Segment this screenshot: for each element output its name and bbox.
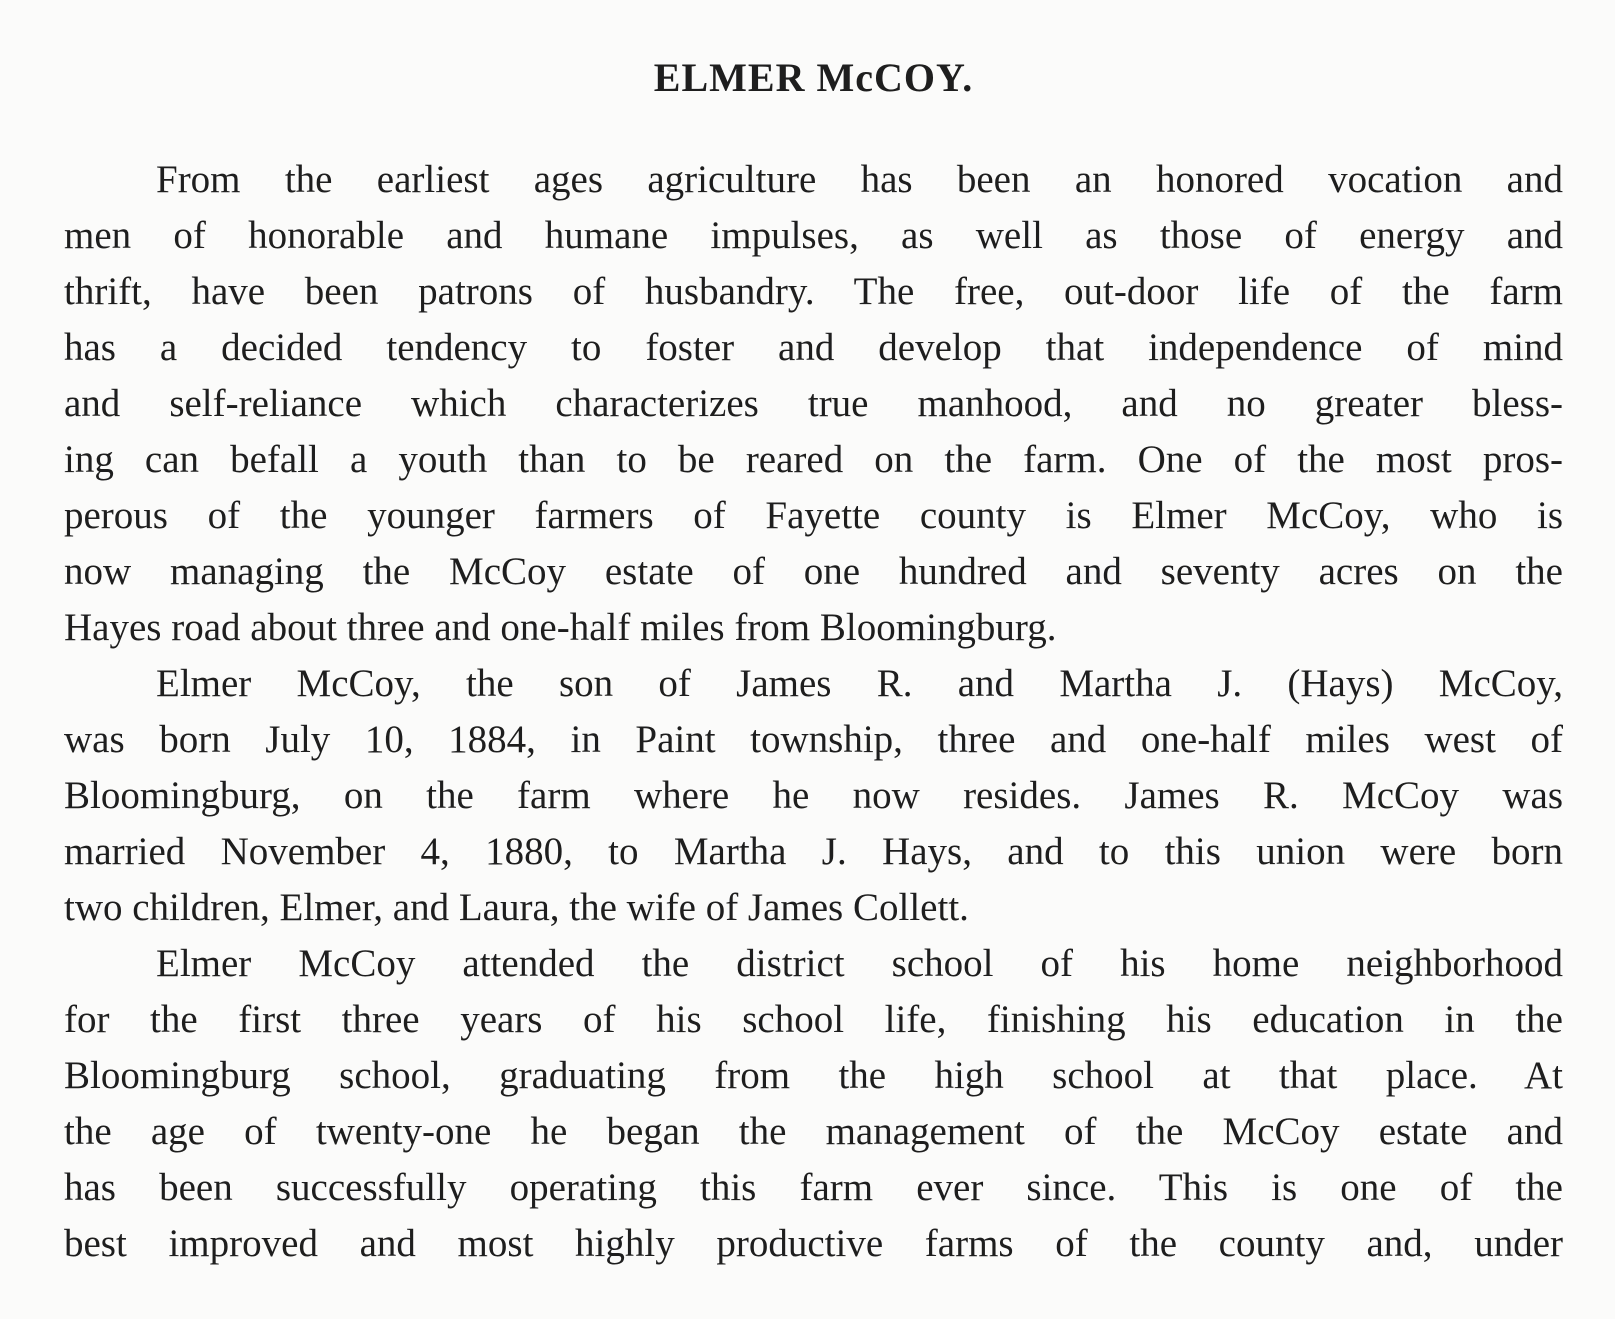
page-title: ELMER McCOY.: [653, 55, 974, 100]
text-line: Elmer McCoy attended the district school of his home neighborhood: [156, 942, 1563, 985]
text-line: was born July 10, 1884, in Paint township, three and one-half miles west of: [64, 718, 1563, 761]
text-line: the age of twenty-one he began the management of the McCoy estate and: [64, 1110, 1563, 1153]
text-line: Bloomingburg, on the farm where he now resides. James R. McCoy was: [64, 774, 1563, 817]
text-line: for the first three years of his school life, finishing his education in the: [64, 998, 1563, 1041]
text-line: has a decided tendency to foster and develop that independence of mind: [64, 326, 1563, 369]
text-line: men of honorable and humane impulses, as well as those of energy and: [64, 214, 1563, 257]
text-line: married November 4, 1880, to Martha J. Hays, and to this union were born: [64, 830, 1563, 873]
text-line: Elmer McCoy, the son of James R. and Martha J. (Hays) McCoy,: [156, 662, 1563, 705]
paragraph-2: [64, 656, 1563, 936]
text-line: thrift, have been patrons of husbandry. The free, out-door life of the farm: [64, 270, 1563, 313]
text-line: From the earliest ages agriculture has been an honored vocation and: [156, 158, 1563, 201]
text-line: two children, Elmer, and Laura, the wife of James Collett.: [64, 886, 969, 929]
text-line: Bloomingburg school, graduating from the high school at that place. At: [64, 1054, 1563, 1097]
text-line: best improved and most highly productive farms of the county and, under: [64, 1222, 1563, 1265]
paragraph-1: [64, 152, 1563, 656]
text-line: now managing the McCoy estate of one hundred and seventy acres on the: [64, 550, 1563, 593]
text-line: perous of the younger farmers of Fayette county is Elmer McCoy, who is: [64, 494, 1563, 537]
paragraph-3: [64, 936, 1563, 1272]
text-line: ing can befall a youth than to be reared on the farm. One of the most pros-: [64, 438, 1563, 481]
text-line: Hayes road about three and one-half miles from Bloomingburg.: [64, 606, 1057, 649]
text-line: and self-reliance which characterizes true manhood, and no greater bless-: [64, 382, 1563, 425]
text-line: has been successfully operating this farm ever since. This is one of the: [64, 1166, 1563, 1209]
